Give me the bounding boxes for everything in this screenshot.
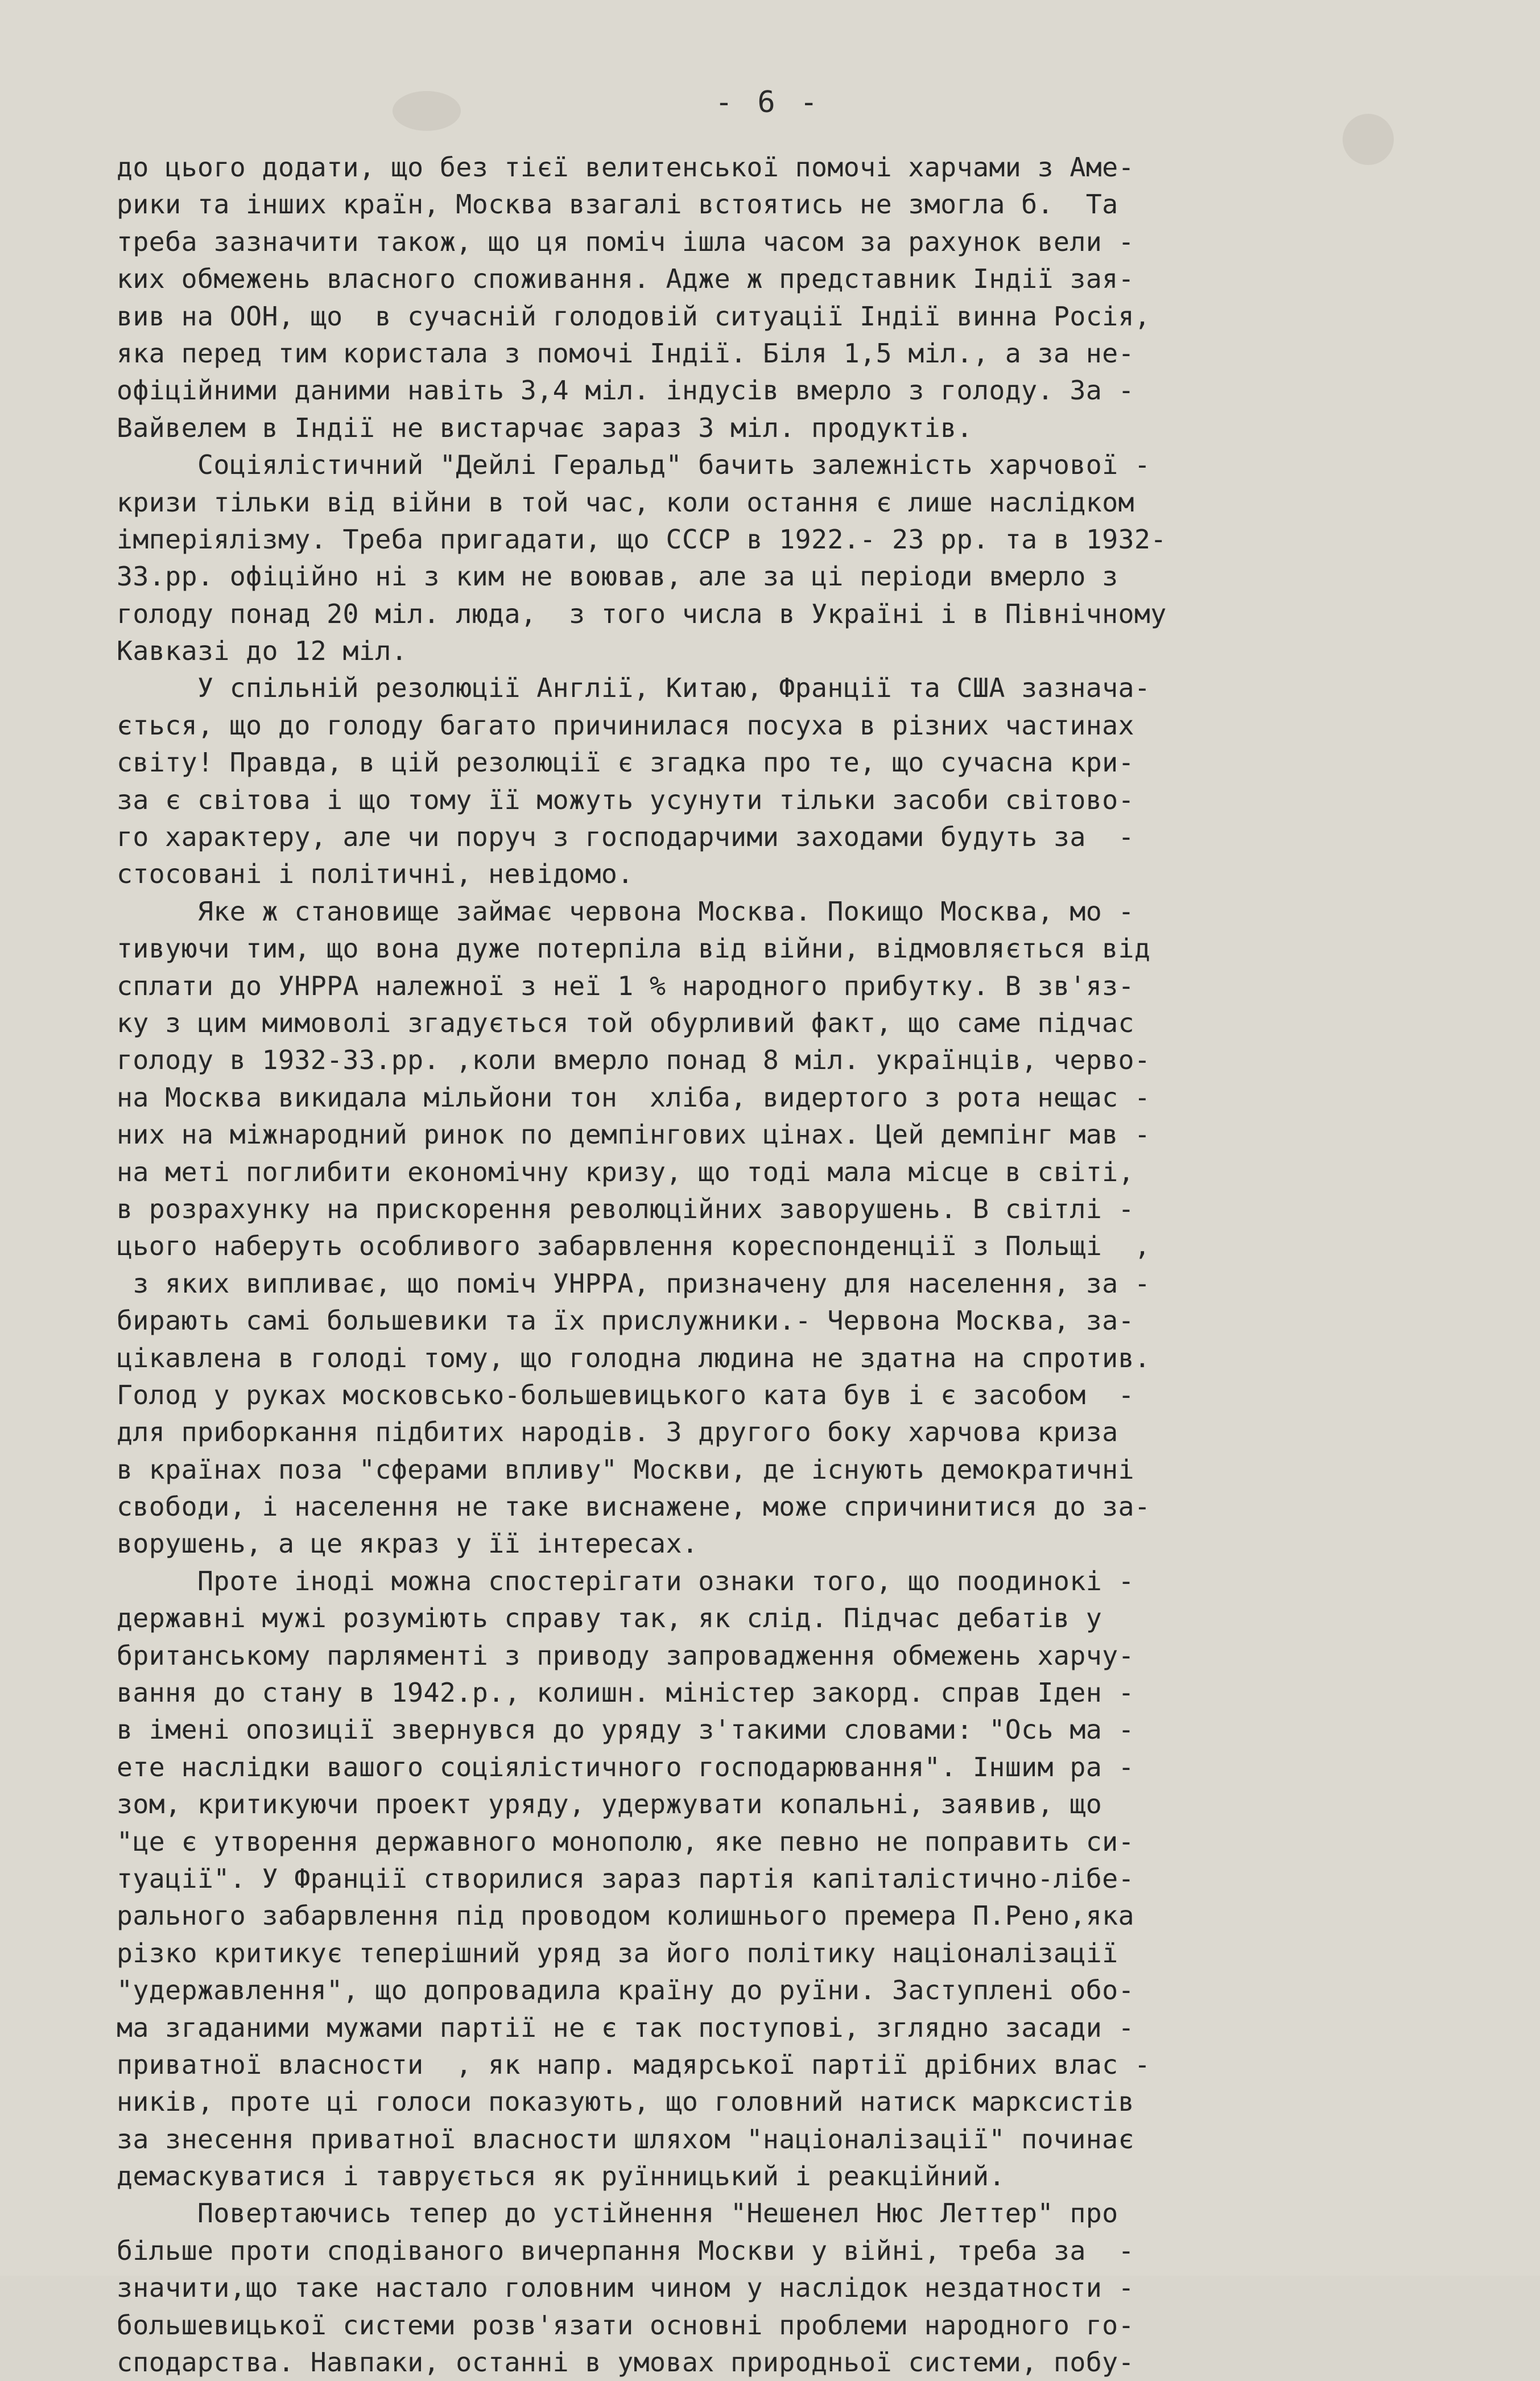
text-line: для приборкання підбитих народів. З другого боку харчова криза bbox=[117, 1417, 1118, 1448]
text-line: Голод у руках московсько-большевицького ката був і є засобом - bbox=[117, 1379, 1134, 1410]
text-line: вив на ООН, що в сучасній голодовій ситуації Індії винна Росія, bbox=[117, 300, 1151, 332]
text-line: яка перед тим користала з помочі Індії. Біля 1,5 міл., а за не- bbox=[117, 337, 1134, 369]
text-line: бирають самі большевики та їх прислужники.- Червона Москва, за- bbox=[117, 1305, 1134, 1336]
text-line: треба зазначити також, що ця поміч ішла часом за рахунок вели - bbox=[117, 226, 1134, 257]
text-line: приватної власности , як напр. мадярської партії дрібних влас - bbox=[117, 2049, 1151, 2080]
text-line: на Москва викидала мільйони тон хліба, видертого з рота нещас - bbox=[117, 1082, 1151, 1113]
text-line: до цього додати, що без тієї велитенської помочі харчами з Аме- bbox=[117, 152, 1134, 183]
text-line: в розрахунку на прискорення революційних заворушень. В світлі - bbox=[117, 1193, 1134, 1224]
text-line: свободи, і населення не таке виснажене, може спричинитися до за- bbox=[117, 1491, 1151, 1522]
text-line: за є світова і що тому її можуть усунути тільки засоби світово- bbox=[117, 784, 1134, 815]
text-line: них на міжнародний ринок по демпінгових цінах. Цей демпінг мав - bbox=[117, 1119, 1151, 1150]
text-line: ете наслідки вашого соціялістичного господарювання". Іншим ра - bbox=[117, 1751, 1134, 1782]
text-line: голоду в 1932-33.рр. ,коли вмерло понад 8 міл. українців, черво- bbox=[117, 1045, 1151, 1076]
text-line: Повертаючись тепер до устійнення "Нешенел Нюс Леттер" про bbox=[117, 2198, 1118, 2229]
text-line: стосовані і політичні, невідомо. bbox=[117, 859, 634, 890]
text-line: Яке ж становище займає червона Москва. Покищо Москва, мо - bbox=[117, 896, 1134, 927]
text-line: зом, критикуючи проект уряду, удержувати копальні, заявив, що bbox=[117, 1789, 1103, 1820]
text-line: рального забарвлення під проводом колишнього премера П.Рено,яка bbox=[117, 1900, 1134, 1932]
text-line: рики та інших країн, Москва взагалі встоятись не змогла б. Та bbox=[117, 189, 1118, 220]
text-line: Проте іноді можна спостерігати ознаки того, що поодинокі - bbox=[117, 1565, 1134, 1596]
text-line: світу! Правда, в цій резолюції є згадка про те, що сучасна кри- bbox=[117, 747, 1134, 778]
text-line: ників, проте ці голоси показують, що головний натиск марксистів bbox=[117, 2086, 1134, 2118]
text-line: голоду понад 20 міл. люда, з того числа в Україні і в Північному bbox=[117, 598, 1167, 629]
text-line: державні мужі розуміють справу так, як слід. Підчас дебатів у bbox=[117, 1603, 1103, 1634]
text-line: в країнах поза "сферами впливу" Москви, де існують демократичні bbox=[117, 1454, 1134, 1485]
text-line: У спільній резолюції Англії, Китаю, Франції та США зазнача- bbox=[117, 672, 1151, 704]
text-line: туації". У Франції створилися зараз партія капіталістично-лібе- bbox=[117, 1863, 1134, 1894]
text-line: тивуючи тим, що вона дуже потерпіла від війни, відмовляється від bbox=[117, 933, 1151, 964]
text-line: з яких випливає, що поміч УНРРА, призначену для населення, за - bbox=[117, 1268, 1151, 1299]
text-line: 33.рр. офіційно ні з ким не воював, але за ці періоди вмерло з bbox=[117, 561, 1118, 592]
text-line: цього наберуть особливого забарвлення кореспонденції з Польщі , bbox=[117, 1231, 1151, 1262]
text-line: ку з цим мимоволі згадується той обурливий факт, що саме підчас bbox=[117, 1007, 1134, 1038]
text-line: на меті поглибити економічну кризу, що тоді мала місце в світі, bbox=[117, 1156, 1134, 1187]
text-line: ється, що до голоду багато причинилася посуха в різних частинах bbox=[117, 709, 1134, 741]
text-line: "удержавлення", що допровадила країну до руїни. Заступлені обо- bbox=[117, 1975, 1134, 2006]
text-line: ворушень, а це якраз у її інтересах. bbox=[117, 1528, 699, 1559]
page-number: - 6 - bbox=[715, 85, 821, 119]
text-line: Кавказі до 12 міл. bbox=[117, 636, 408, 667]
text-line: сподарства. Навпаки, останні в умовах природньої системи, побу- bbox=[117, 2347, 1134, 2378]
text-line: різко критикує теперішний уряд за його політику націоналізації bbox=[117, 1937, 1118, 1969]
text-line: кризи тільки від війни в той час, коли остання є лише наслідком bbox=[117, 486, 1134, 518]
text-line: імперіялізму. Треба пригадати, що СССР в 1922.- 23 рр. та в 1932- bbox=[117, 523, 1167, 555]
text-line: Вайвелем в Індії не вистарчає зараз 3 міл. продуктів. bbox=[117, 412, 973, 443]
text-line: ма згаданими мужами партії не є так поступові, зглядно засади - bbox=[117, 2012, 1134, 2043]
text-line: цікавлена в голоді тому, що голодна людина не здатна на спротив. bbox=[117, 1342, 1151, 1373]
text-line: значити,що таке настало головним чином у наслідок нездатности - bbox=[117, 2272, 1134, 2304]
text-line: демаскуватися і таврується як руїнницький і реакційний. bbox=[117, 2161, 1005, 2192]
text-line: го характеру, але чи поруч з господарчими заходами будуть за - bbox=[117, 822, 1134, 853]
text-line: британському парляменті з приводу запровадження обмежень харчу- bbox=[117, 1640, 1134, 1671]
text-line: сплати до УНРРА належної з неї 1 % народного прибутку. В зв'яз- bbox=[117, 970, 1134, 1001]
text-line: за знесення приватної власности шляхом "націоналізації" починає bbox=[117, 2123, 1134, 2155]
text-line: більше проти сподіваного вичерпання Москви у війні, треба за - bbox=[117, 2235, 1134, 2266]
text-line: Соціялістичний "Дейлі Геральд" бачить залежність харчової - bbox=[117, 449, 1151, 481]
text-line: "це є утворення державного монополю, яке певно не поправить си- bbox=[117, 1826, 1134, 1857]
typewritten-body bbox=[117, 149, 1436, 2381]
text-line: большевицької системи розв'язати основні проблеми народного го- bbox=[117, 2309, 1134, 2341]
text-line: офіційними даними навіть 3,4 міл. індусів вмерло з голоду. За - bbox=[117, 375, 1134, 406]
text-line: в імені опозиції звернувся до уряду з'такими словами: "Ось ма - bbox=[117, 1714, 1134, 1745]
text-line: ких обмежень власного споживання. Адже ж представник Індії зая- bbox=[117, 263, 1134, 295]
paper-stain bbox=[393, 91, 461, 131]
text-line: вання до стану в 1942.р., колишн. міністер закорд. справ Іден - bbox=[117, 1677, 1134, 1709]
